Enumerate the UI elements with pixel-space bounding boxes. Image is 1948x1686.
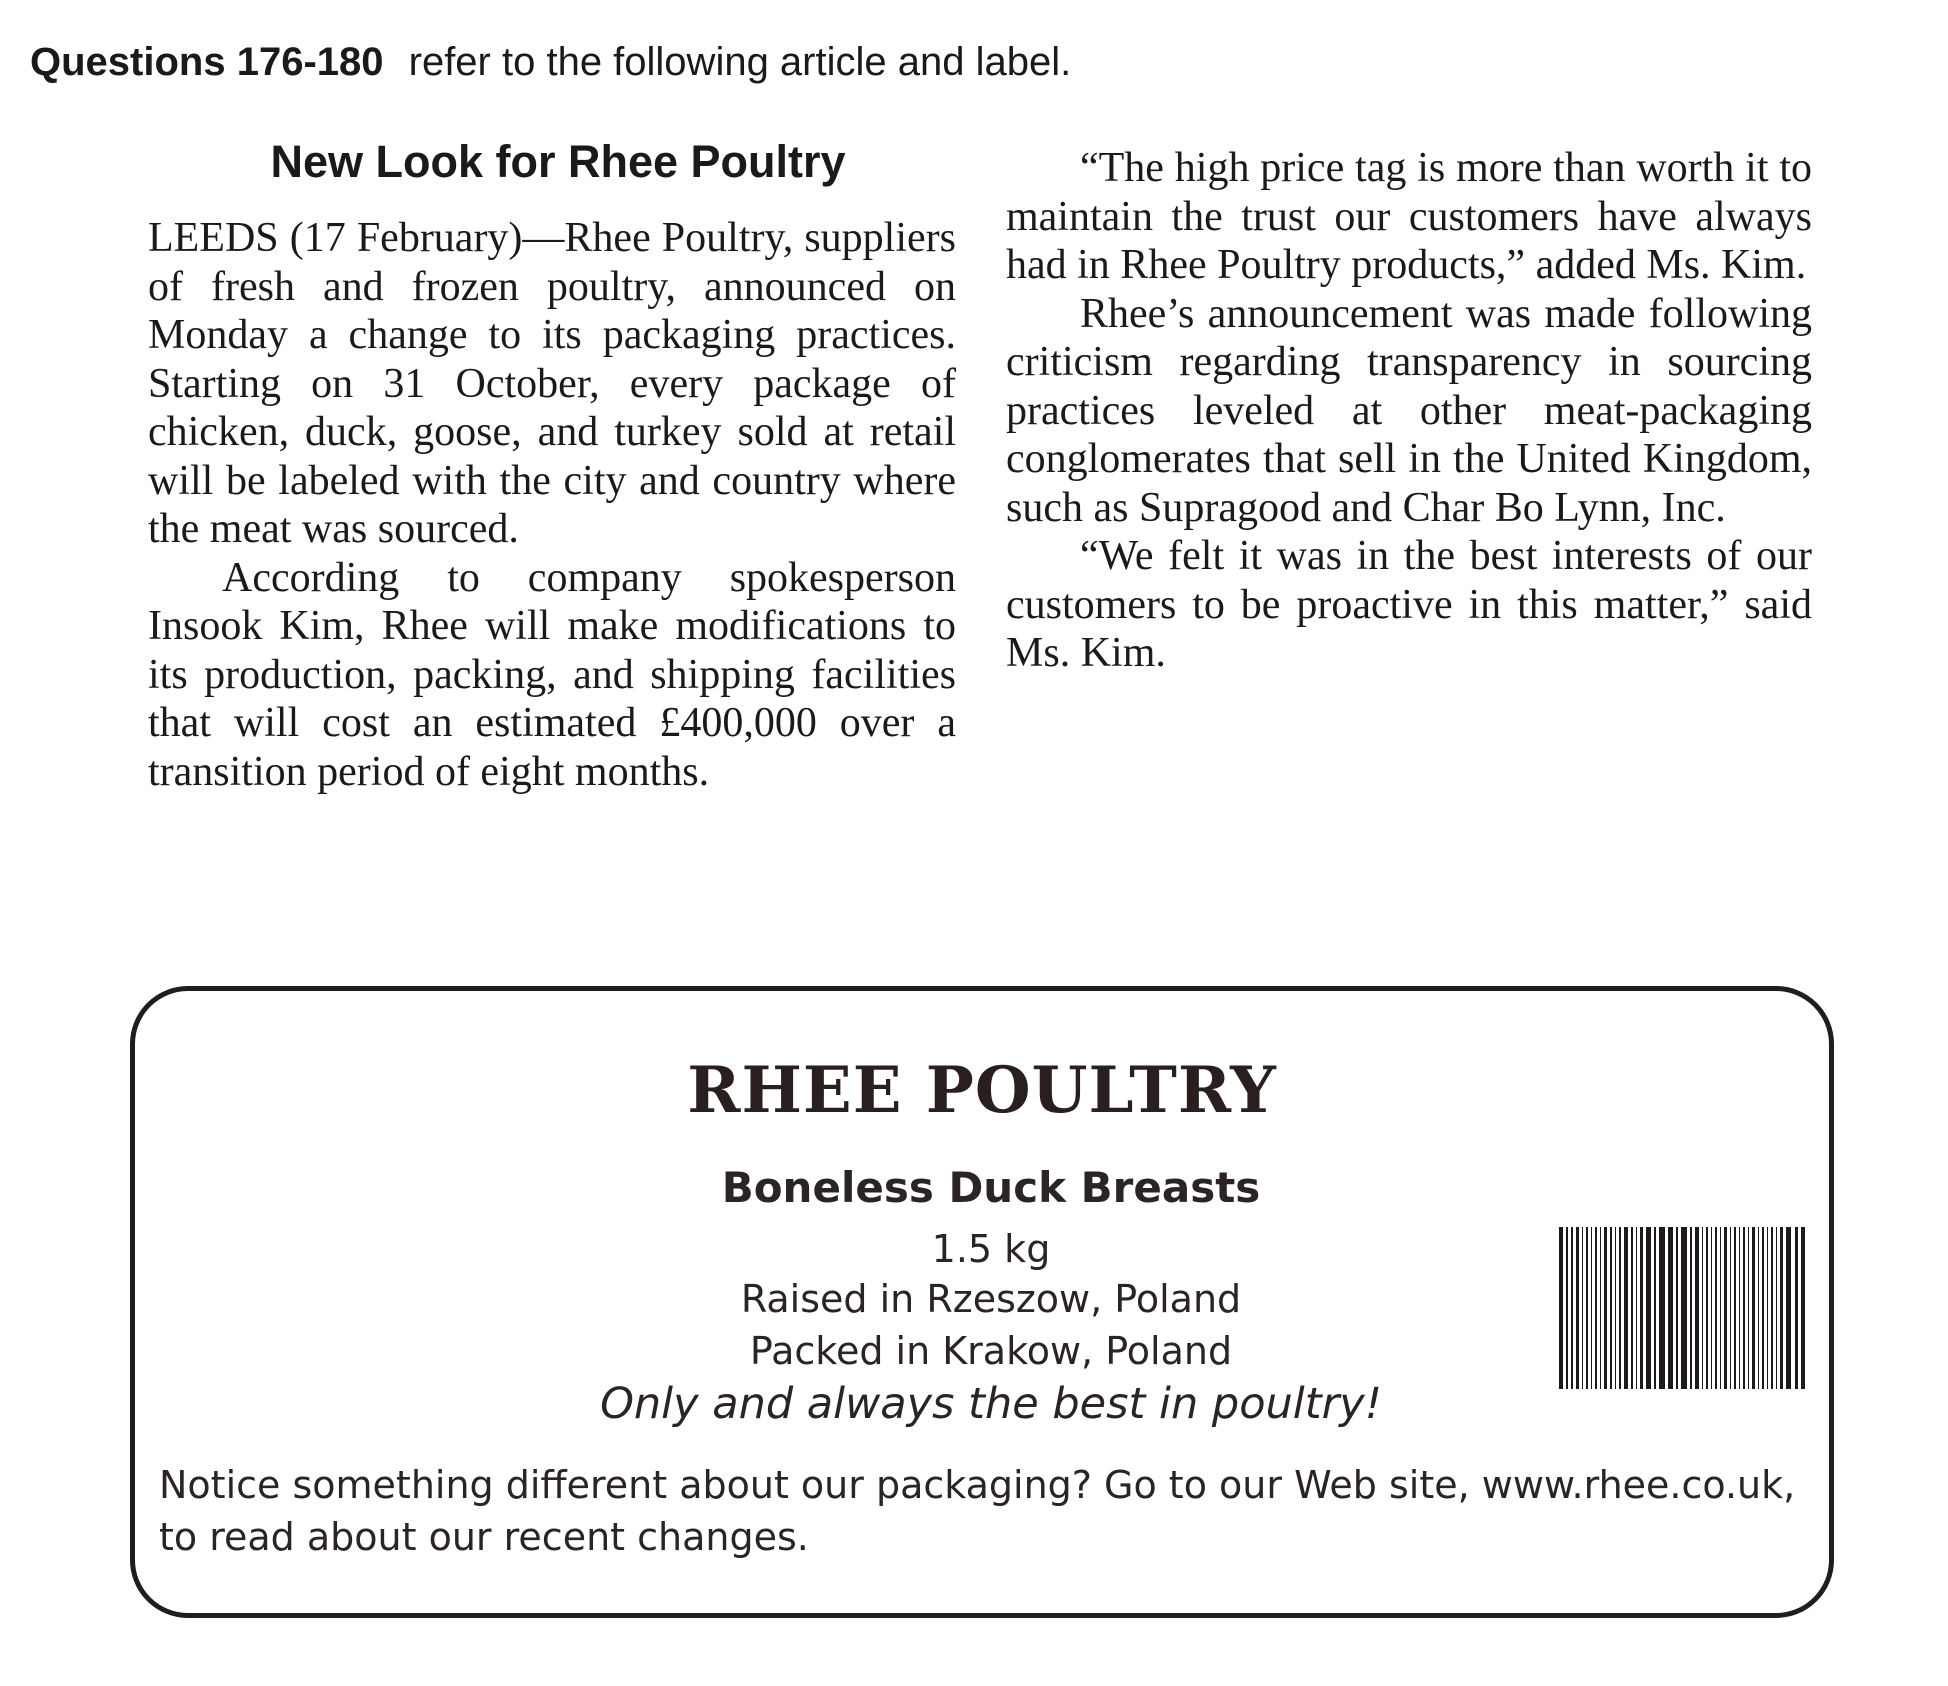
label-notice: Notice something different about our packaging? Go to our Web site, www.rhee.co.uk, to read about our recent changes. (159, 1463, 1796, 1559)
product-label (130, 986, 1834, 1618)
label-raised-in: Raised in Rzeszow, Poland (740, 1277, 1242, 1321)
article-paragraph: According to company spokesperson Insook Kim, Rhee will make modifications to its production, packing, and shipping facilities that will cost an estimated £400,000 over a transition period of eight months. (148, 554, 956, 795)
article-column-left (148, 214, 956, 796)
label-weight: 1.5 kg (931, 1227, 1051, 1271)
questions-intro: refer to the following article and label. (408, 40, 1072, 84)
label-packed-in: Packed in Krakow, Poland (749, 1329, 1233, 1373)
label-brand: RHEE POULTRY (687, 1053, 1277, 1128)
article-column-right (1006, 144, 1812, 678)
article-paragraph: “We felt it was in the best interests of our customers to be proactive in this matter,” said Ms. Kim. (1006, 533, 1812, 676)
barcode-icon (1559, 1227, 1805, 1389)
label-slogan: Only and always the best in poultry! (600, 1379, 1382, 1429)
article-paragraph: LEEDS (17 February)—Rhee Poultry, suppliers of fresh and frozen poultry, announced on Monday a change to its packaging practices. Starting on 31 October, every package of chicken, duck, goose, and turkey sold at retail will be labeled with the city and country where the meat was sourced. (148, 215, 956, 552)
article-title: New Look for Rhee Poultry (270, 136, 846, 187)
questions-number: Questions 176-180 (30, 40, 384, 84)
article-title-wrap (148, 136, 968, 188)
article-paragraph: Rhee’s announcement was made following criticism regarding transparency in sourcing practices leveled at other meat-packaging conglomerates that sell in the United Kingdom, such as Supragood and Char Bo Lynn, Inc. (1006, 290, 1812, 531)
article-paragraph: “The high price tag is more than worth it to maintain the trust our customers have always had in Rhee Poultry products,” added Ms. Kim. (1006, 145, 1812, 288)
questions-header (30, 40, 1071, 85)
label-product-name: Boneless Duck Breasts (721, 1163, 1261, 1212)
